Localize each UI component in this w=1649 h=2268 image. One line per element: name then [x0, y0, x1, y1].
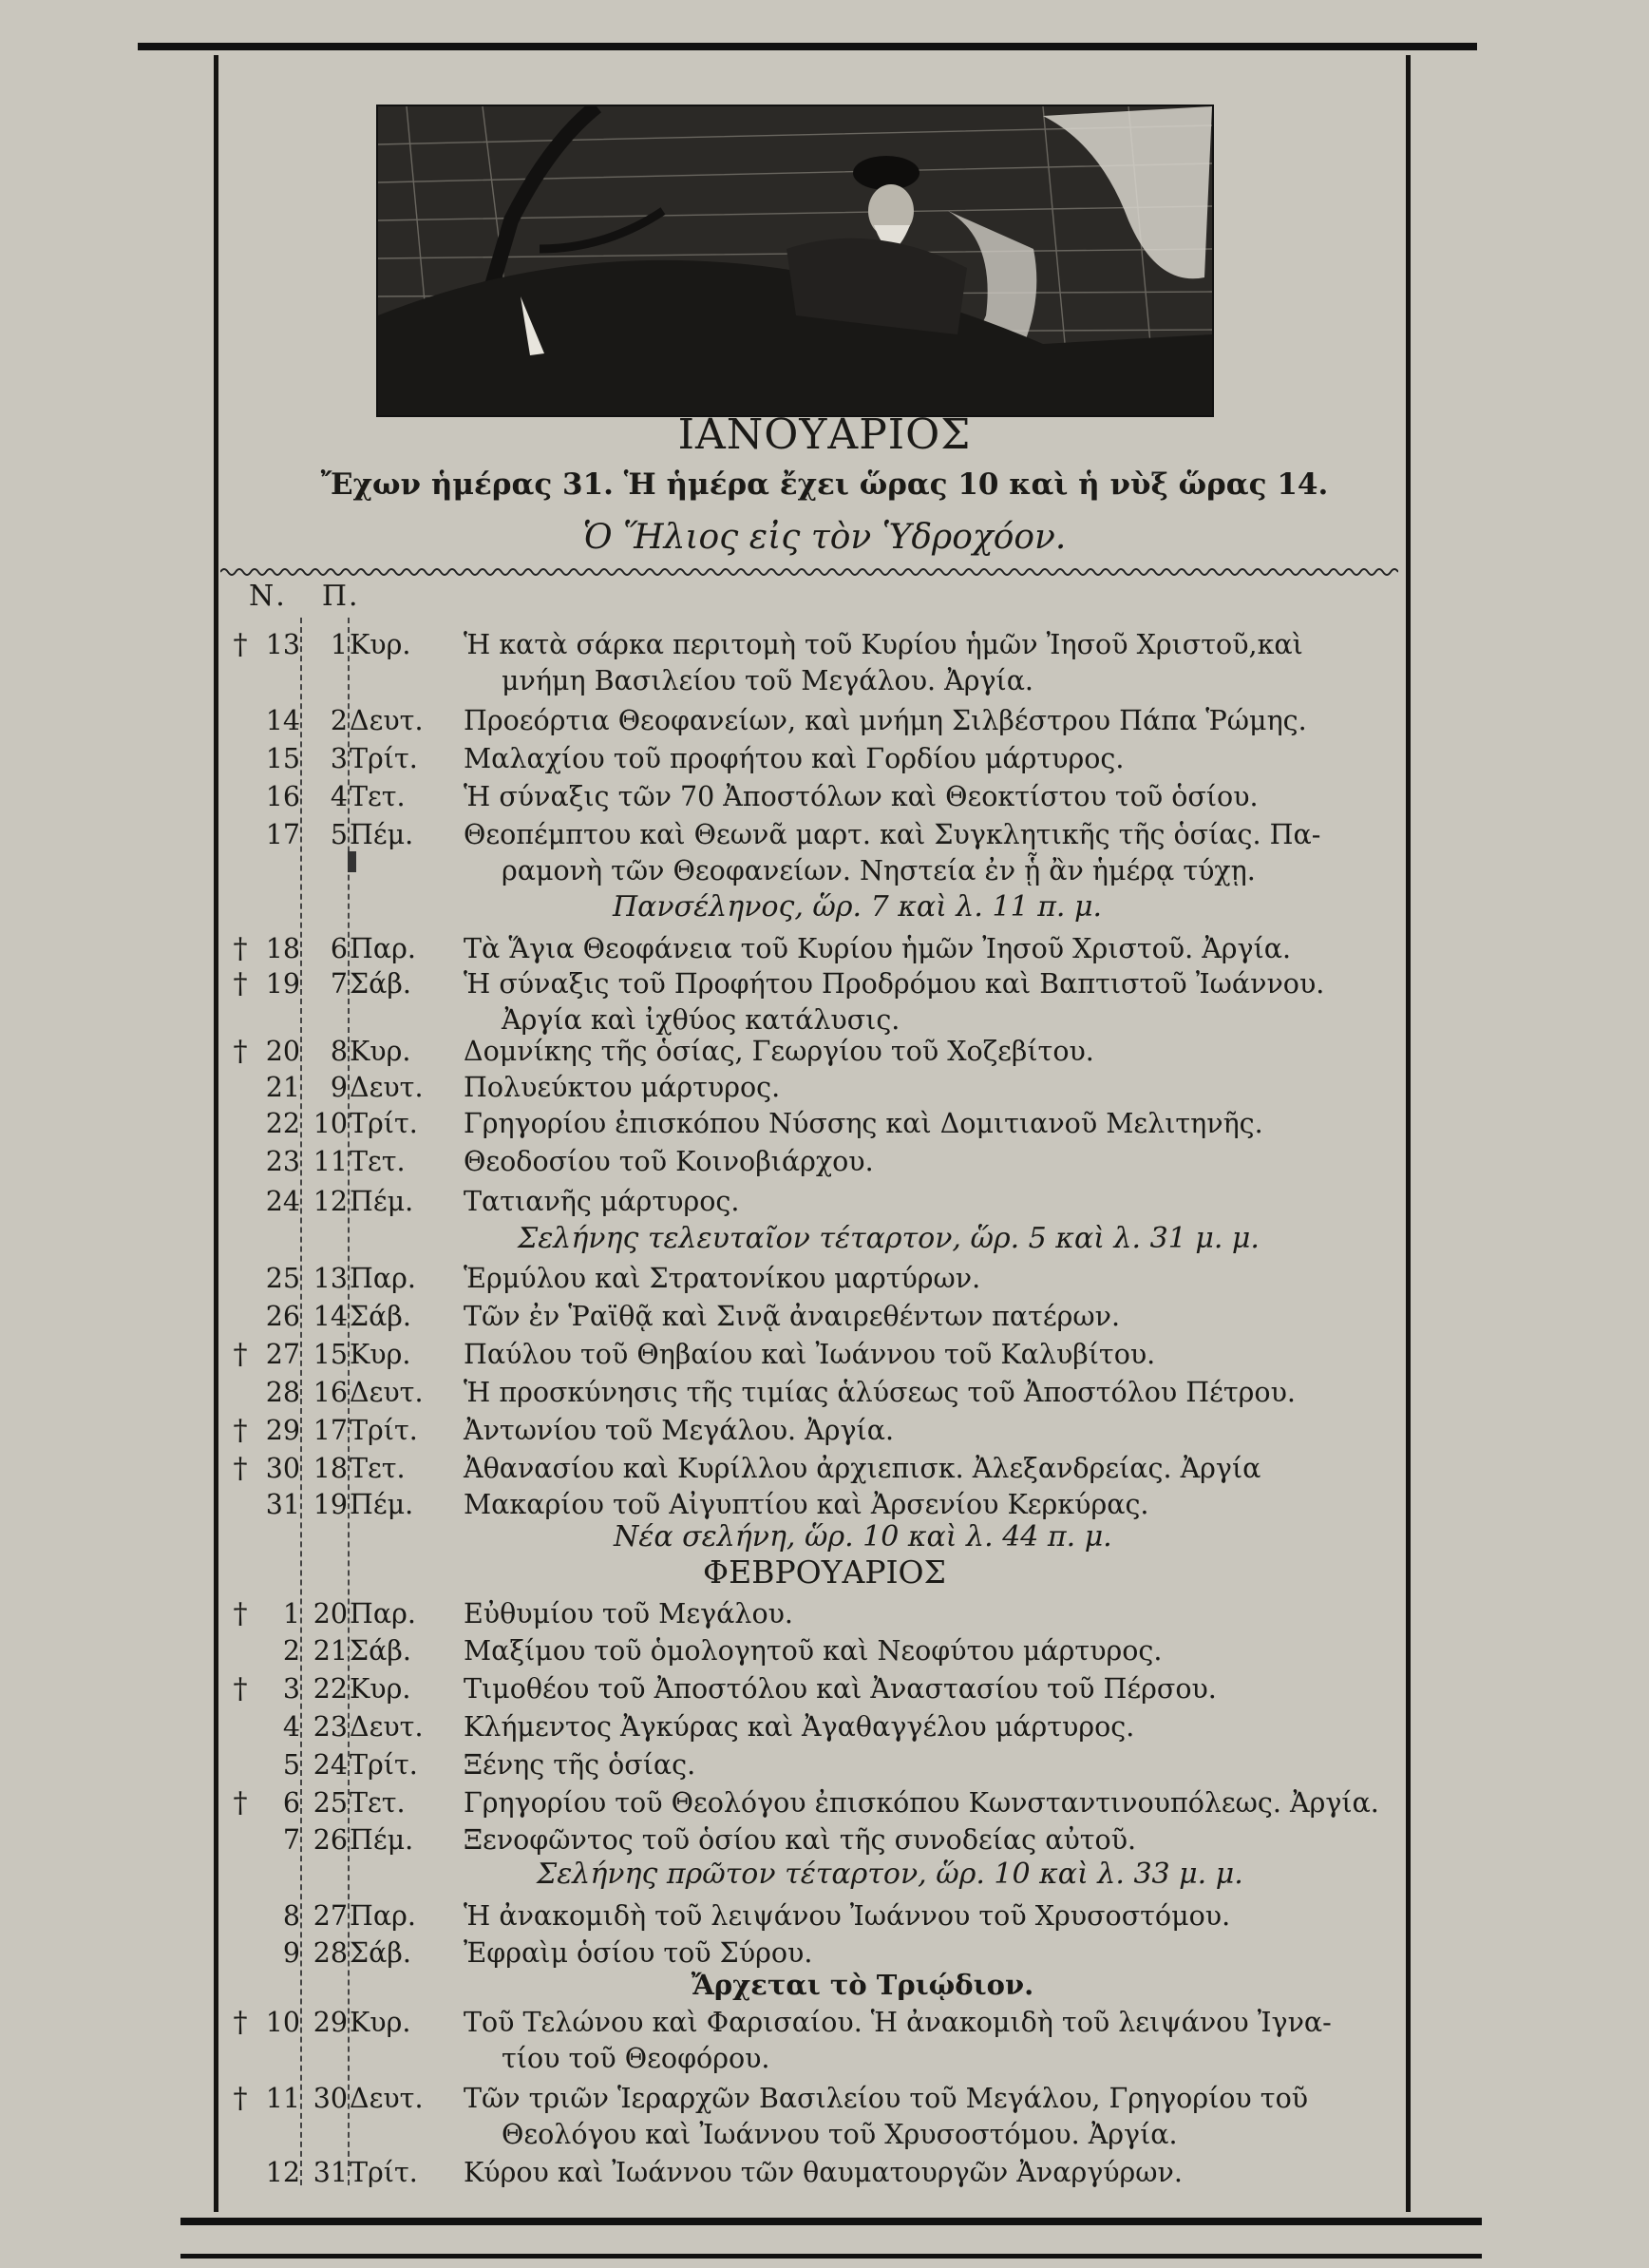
note-new-moon: Νέα σελήνη, ὥρ. 10 καὶ λ. 44 π. μ. — [614, 1520, 1112, 1553]
old-style-day: 21 — [313, 1635, 348, 1667]
old-style-day: 19 — [313, 1489, 348, 1520]
new-style-day: 24 — [265, 1186, 300, 1217]
feast-text: Ἑρμύλου καὶ Στρατονίκου μαρτύρων. — [464, 1263, 981, 1294]
cross-mark: † — [233, 1452, 248, 1485]
new-style-day: 16 — [265, 781, 300, 812]
feast-text: Ἀθανασίου καὶ Κυρίλλου ἀρχιεπισκ. Ἀλεξανδρείας. Ἀργία — [464, 1453, 1261, 1484]
weekday: Δευτ. — [350, 1711, 424, 1743]
month-title: ΙΑΝΟΥΑΡΙΟΣ — [677, 410, 972, 459]
new-style-day: 11 — [265, 2083, 300, 2114]
feast-text: Ἀντωνίου τοῦ Μεγάλου. Ἀργία. — [464, 1415, 895, 1446]
top-rule — [138, 43, 1477, 50]
weekday: Σάβ. — [350, 1937, 411, 1969]
old-style-day: 20 — [313, 1598, 348, 1630]
feast-text: Τῶν ἐν Ῥαϊθᾷ καὶ Σινᾷ ἀναιρεθέντων πατέρων. — [464, 1301, 1120, 1332]
old-style-day: 9 — [330, 1072, 348, 1103]
ink-speck — [348, 851, 356, 872]
new-style-day: 25 — [265, 1263, 300, 1294]
cross-mark: † — [233, 2082, 248, 2115]
weekday: Τετ. — [350, 1146, 406, 1177]
new-style-day: 26 — [265, 1301, 300, 1332]
new-style-day: 6 — [282, 1787, 300, 1819]
weekday: Δευτ. — [350, 1072, 424, 1103]
old-style-day: 8 — [330, 1036, 348, 1067]
old-style-day: 29 — [313, 2007, 348, 2038]
weekday: Τρίτ. — [350, 743, 418, 774]
new-style-day: 10 — [265, 2007, 300, 2038]
weekday: Τρίτ. — [350, 1415, 418, 1446]
new-style-day: 13 — [265, 629, 300, 660]
weekday: Πέμ. — [350, 1824, 414, 1856]
feast-text: Πολυεύκτου μάρτυρος. — [464, 1072, 781, 1103]
feast-text: Θεοπέμπτου καὶ Θεωνᾶ μαρτ. καὶ Συγκλητικῆς τῆς ὁσίας. Πα- — [464, 819, 1321, 850]
new-style-day: 22 — [265, 1108, 300, 1139]
feast-text: Τατιανῆς μάρτυρος. — [464, 1186, 740, 1217]
note-first-quarter: Σελήνης πρῶτον τέταρτον, ὥρ. 10 καὶ λ. 33 μ. μ. — [537, 1858, 1243, 1891]
new-style-day: 23 — [265, 1146, 300, 1177]
old-style-day: 22 — [313, 1673, 348, 1705]
weekday: Δευτ. — [350, 705, 424, 736]
feast-text: Τιμοθέου τοῦ Ἀποστόλου καὶ Ἀναστασίου τοῦ Πέρσου. — [464, 1673, 1217, 1705]
zodiac-line: Ὁ Ἥλιος εἰς τὸν Ὑδροχόον. — [582, 518, 1067, 557]
old-style-day: 24 — [313, 1749, 348, 1781]
feast-text: Ἡ σύναξις τοῦ Προφήτου Προδρόμου καὶ Βαπτιστοῦ Ἰωάννου. — [464, 968, 1325, 1000]
feast-text: Εὐθυμίου τοῦ Μεγάλου. — [464, 1598, 793, 1630]
new-style-day: 9 — [282, 1937, 300, 1969]
feast-text: Ξένης τῆς ὁσίας. — [464, 1749, 696, 1781]
new-style-day: 28 — [265, 1377, 300, 1408]
feast-text: Ἡ προσκύνησις τῆς τιμίας ἁλύσεως τοῦ Ἀποστόλου Πέτρου. — [464, 1377, 1296, 1408]
new-style-day: 4 — [282, 1711, 300, 1743]
cross-mark: † — [233, 1035, 248, 1068]
old-style-day: 23 — [313, 1711, 348, 1743]
feast-text: Θεοδοσίου τοῦ Κοινοβιάρχου. — [464, 1146, 874, 1177]
feast-text: Ἡ σύναξις τῶν 70 Ἀποστόλων καὶ Θεοκτίστου τοῦ ὁσίου. — [464, 781, 1259, 812]
old-style-day: 1 — [330, 629, 348, 660]
feast-text: Γρηγορίου ἐπισκόπου Νύσσης καὶ Δομιτιανοῦ Μελιτηνῆς. — [464, 1108, 1263, 1139]
new-style-day: 29 — [265, 1415, 300, 1446]
old-style-day: 11 — [313, 1146, 348, 1177]
weekday: Σάβ. — [350, 1301, 411, 1332]
feast-text: Μαλαχίου τοῦ προφήτου καὶ Γορδίου μάρτυρος. — [464, 743, 1125, 774]
cross-mark: † — [233, 1338, 248, 1371]
old-style-day: 5 — [330, 819, 348, 850]
new-style-day: 14 — [265, 705, 300, 736]
note-full-moon: Πανσέληνος, ὥρ. 7 καὶ λ. 11 π. μ. — [613, 890, 1103, 924]
old-style-day: 17 — [313, 1415, 348, 1446]
new-style-day: 21 — [265, 1072, 300, 1103]
feast-text: Μακαρίου τοῦ Αἰγυπτίου καὶ Ἀρσενίου Κερκύρας. — [464, 1489, 1149, 1520]
feast-text-continued: μνήμη Βασιλείου τοῦ Μεγάλου. Ἀργία. — [502, 665, 1033, 696]
col-n-header: Ν. — [249, 580, 287, 613]
feast-text: Τοῦ Τελώνου καὶ Φαρισαίου. Ἡ ἀνακομιδὴ τοῦ λειψάνου Ἰγνα- — [464, 2007, 1332, 2038]
note-last-quarter: Σελήνης τελευταῖον τέταρτον, ὥρ. 5 καὶ λ. 31 μ. μ. — [518, 1222, 1260, 1255]
feast-text: Δομνίκης τῆς ὁσίας, Γεωργίου τοῦ Χοζεβίτου. — [464, 1036, 1094, 1067]
feast-text: Παύλου τοῦ Θηβαίου καὶ Ἰωάννου τοῦ Καλυβίτου. — [464, 1339, 1156, 1370]
old-style-day: 14 — [313, 1301, 348, 1332]
old-style-day: 25 — [313, 1787, 348, 1819]
old-style-day: 12 — [313, 1186, 348, 1217]
old-style-day: 3 — [330, 743, 348, 774]
weekday: Κυρ. — [350, 1036, 411, 1067]
new-style-day: 7 — [282, 1824, 300, 1856]
cross-mark: † — [233, 1597, 248, 1630]
new-style-day: 19 — [265, 968, 300, 1000]
february-title: ΦΕΒΡΟΥΑΡΙΟΣ — [703, 1553, 946, 1591]
feast-text-continued: Θεολόγου καὶ Ἰωάννου τοῦ Χρυσοστόμου. Ἀργία. — [502, 2119, 1178, 2150]
feast-text: Γρηγορίου τοῦ Θεολόγου ἐπισκόπου Κωνσταντινουπόλεως. Ἀργία. — [464, 1787, 1379, 1819]
column-headers — [249, 580, 360, 613]
weekday: Παρ. — [350, 1598, 416, 1630]
old-style-day: 26 — [313, 1824, 348, 1856]
old-style-day: 6 — [330, 933, 348, 964]
old-style-day: 27 — [313, 1900, 348, 1932]
new-style-day: 20 — [265, 1036, 300, 1067]
old-style-day: 16 — [313, 1377, 348, 1408]
new-style-day: 12 — [265, 2157, 300, 2188]
old-style-day: 31 — [313, 2157, 348, 2188]
weekday: Κυρ. — [350, 2007, 411, 2038]
cross-mark: † — [233, 967, 248, 1001]
cross-mark: † — [233, 2006, 248, 2039]
weekday: Τρίτ. — [350, 1749, 418, 1781]
old-style-day: 10 — [313, 1108, 348, 1139]
cross-mark: † — [233, 1672, 248, 1706]
weekday: Κυρ. — [350, 1673, 411, 1705]
feast-text: Μαξίμου τοῦ ὁμολογητοῦ καὶ Νεοφύτου μάρτυρος. — [464, 1635, 1163, 1667]
new-style-day: 8 — [282, 1900, 300, 1932]
weekday: Παρ. — [350, 1900, 416, 1932]
feast-text: Κύρου καὶ Ἰωάννου τῶν θαυματουργῶν Ἀναργύρων. — [464, 2157, 1183, 2188]
weekday: Σάβ. — [350, 1635, 411, 1667]
bottom-rule — [180, 2218, 1482, 2225]
new-style-day: 3 — [282, 1673, 300, 1705]
weekday: Τρίτ. — [350, 2157, 418, 2188]
old-style-day: 2 — [330, 705, 348, 736]
new-style-day: 5 — [282, 1749, 300, 1781]
old-style-day: 28 — [313, 1937, 348, 1969]
bottom-rule-thin — [180, 2254, 1482, 2258]
feast-text-continued: τίου τοῦ Θεοφόρου. — [502, 2043, 770, 2074]
col-p-header: Π. — [321, 580, 360, 613]
cross-mark: † — [233, 1414, 248, 1447]
feast-text: Προεόρτια Θεοφανείων, καὶ μνήμη Σιλβέστρου Πάπα Ῥώμης. — [464, 705, 1307, 736]
feast-text: Ξενοφῶντος τοῦ ὁσίου καὶ τῆς συνοδείας αὐτοῦ. — [464, 1824, 1137, 1856]
cross-mark: † — [233, 1786, 248, 1820]
weekday: Παρ. — [350, 1263, 416, 1294]
old-style-day: 30 — [313, 2083, 348, 2114]
old-style-day: 18 — [313, 1453, 348, 1484]
weekday: Δευτ. — [350, 1377, 424, 1408]
weekday: Κυρ. — [350, 629, 411, 660]
wavy-divider — [220, 566, 1398, 578]
weekday: Τετ. — [350, 1453, 406, 1484]
woodcut-illustration — [376, 105, 1214, 417]
old-style-day: 7 — [330, 968, 348, 1000]
feast-text: Ἡ κατὰ σάρκα περιτομὴ τοῦ Κυρίου ἡμῶν Ἰησοῦ Χριστοῦ,καὶ — [464, 629, 1303, 660]
old-style-day: 13 — [313, 1263, 348, 1294]
weekday: Τρίτ. — [350, 1108, 418, 1139]
new-style-day: 30 — [265, 1453, 300, 1484]
weekday: Κυρ. — [350, 1339, 411, 1370]
old-style-day: 4 — [330, 781, 348, 812]
note-triodion: Ἄρχεται τὸ Τριῴδιον. — [691, 1969, 1034, 2001]
feast-text: Τὰ Ἅγια Θεοφάνεια τοῦ Κυρίου ἡμῶν Ἰησοῦ Χριστοῦ. Ἀργία. — [464, 933, 1292, 964]
weekday: Δευτ. — [350, 2083, 424, 2114]
weekday: Πέμ. — [350, 819, 414, 850]
weekday: Παρ. — [350, 933, 416, 964]
weekday: Σάβ. — [350, 968, 411, 1000]
weekday: Τετ. — [350, 1787, 406, 1819]
feast-text-continued: ραμονὴ τῶν Θεοφανείων. Νηστεία ἐν ᾗ ἂν ἡμέρᾳ τύχῃ. — [502, 855, 1256, 886]
new-style-day: 31 — [265, 1489, 300, 1520]
weekday: Πέμ. — [350, 1186, 414, 1217]
cross-mark: † — [233, 628, 248, 661]
new-style-day: 1 — [282, 1598, 300, 1630]
weekday: Τετ. — [350, 781, 406, 812]
new-style-day: 17 — [265, 819, 300, 850]
new-style-day: 18 — [265, 933, 300, 964]
feast-text: Ἐφραὶμ ὁσίου τοῦ Σύρου. — [464, 1937, 813, 1969]
old-style-day: 15 — [313, 1339, 348, 1370]
feast-text: Τῶν τριῶν Ἱεραρχῶν Βασιλείου τοῦ Μεγάλου, Γρηγορίου τοῦ — [464, 2083, 1309, 2114]
new-style-day: 2 — [282, 1635, 300, 1667]
days-hours-line: Ἔχων ἡμέρας 31. Ἡ ἡμέρα ἔχει ὥρας 10 καὶ ἡ νὺξ ὥρας 14. — [320, 467, 1329, 502]
weekday: Πέμ. — [350, 1489, 414, 1520]
new-style-day: 15 — [265, 743, 300, 774]
feast-text-continued: Ἀργία καὶ ἰχθύος κατάλυσις. — [502, 1004, 900, 1036]
feast-text: Κλήμεντος Ἀγκύρας καὶ Ἀγαθαγγέλου μάρτυρος. — [464, 1711, 1135, 1743]
cross-mark: † — [233, 932, 248, 965]
feast-text: Ἡ ἀνακομιδὴ τοῦ λειψάνου Ἰωάννου τοῦ Χρυσοστόμου. — [464, 1900, 1231, 1932]
new-style-day: 27 — [265, 1339, 300, 1370]
